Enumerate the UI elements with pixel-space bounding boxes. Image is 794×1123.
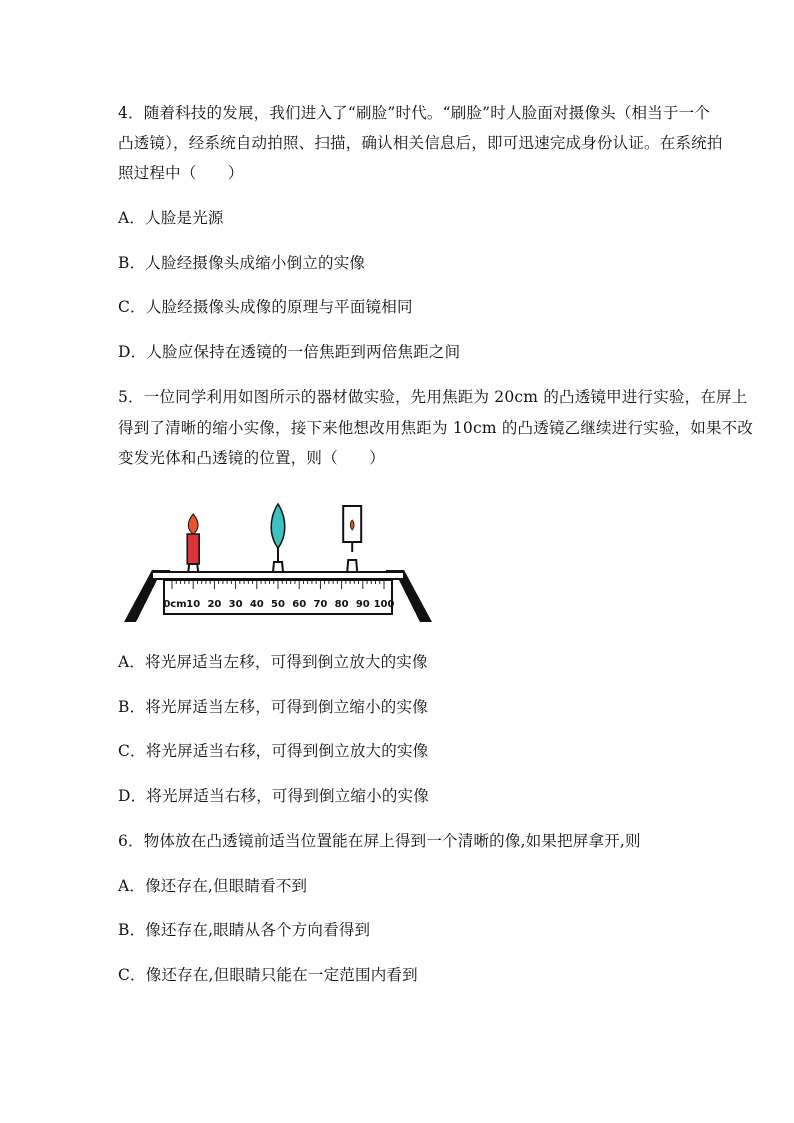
candle-holder — [188, 564, 198, 572]
ruler-label: 30 — [228, 599, 243, 610]
ruler-labels — [163, 599, 394, 610]
light-screen — [343, 506, 361, 572]
candle-flame — [188, 514, 198, 534]
q6-option-b: B．像还存在,眼睛从各个方向看得到 — [118, 921, 371, 939]
q5-option-a: A．将光屏适当左移，可得到倒立放大的实像 — [118, 653, 428, 671]
q4-stem-line-1: 4．随着科技的发展，我们进入了“刷脸”时代。“刷脸”时人脸面对摄像头（相当于一个 — [118, 104, 711, 122]
ruler-label: 0cm — [163, 599, 187, 610]
ruler-label: 10 — [186, 599, 201, 610]
ruler-label: 70 — [313, 599, 328, 610]
screen-holder — [347, 542, 357, 572]
optical-bench-figure — [122, 492, 434, 624]
ruler-label: 100 — [373, 599, 395, 610]
lens-holder — [273, 548, 283, 572]
q5-stem-line-3: 变发光体和凸透镜的位置，则（ ） — [118, 449, 385, 467]
q4-stem-line-3: 照过程中（ ） — [118, 164, 244, 182]
convex-lens — [271, 504, 285, 572]
q5-stem-line-1: 5．一位同学利用如图所示的器材做实验，先用焦距为 20cm 的凸透镜甲进行实验，在屏上 — [118, 388, 748, 406]
q6-option-c: C．像还存在,但眼睛只能在一定范围内看到 — [118, 966, 418, 984]
screen-image — [350, 520, 354, 530]
ruler-label: 50 — [271, 599, 285, 610]
q4-option-a: A．人脸是光源 — [118, 209, 224, 227]
candle-body — [187, 534, 199, 564]
candle — [187, 514, 199, 572]
q4-stem-line-2: 凸透镜），经系统自动拍照、扫描，确认相关信息后，即可迅速完成身份认证。在系统拍 — [118, 134, 723, 152]
q5-option-b: B．将光屏适当左移，可得到倒立缩小的实像 — [118, 698, 428, 716]
lens-body — [271, 504, 285, 548]
q5-option-d: D．将光屏适当右移，可得到倒立缩小的实像 — [118, 787, 429, 805]
q4-option-b: B．人脸经摄像头成缩小倒立的实像 — [118, 254, 366, 272]
ruler-label: 60 — [292, 599, 307, 610]
q4-option-c: C．人脸经摄像头成像的原理与平面镜相同 — [118, 298, 413, 316]
q6-option-a: A．像还存在,但眼睛看不到 — [118, 877, 308, 895]
ruler-label: 20 — [207, 599, 222, 610]
q4-option-d: D．人脸应保持在透镜的一倍焦距到两倍焦距之间 — [118, 343, 461, 361]
ruler-label: 80 — [334, 599, 349, 610]
ruler-label: 90 — [355, 599, 370, 610]
q5-stem-line-2: 得到了清晰的缩小实像，接下来他想改用焦距为 10cm 的凸透镜乙继续进行实验，如果不改 — [118, 419, 754, 437]
ruler-label: 40 — [249, 599, 264, 610]
q5-option-c: C．将光屏适当右移，可得到倒立放大的实像 — [118, 742, 429, 760]
q6-stem-line-1: 6．物体放在凸透镜前适当位置能在屏上得到一个清晰的像,如果把屏拿开,则 — [118, 832, 641, 850]
